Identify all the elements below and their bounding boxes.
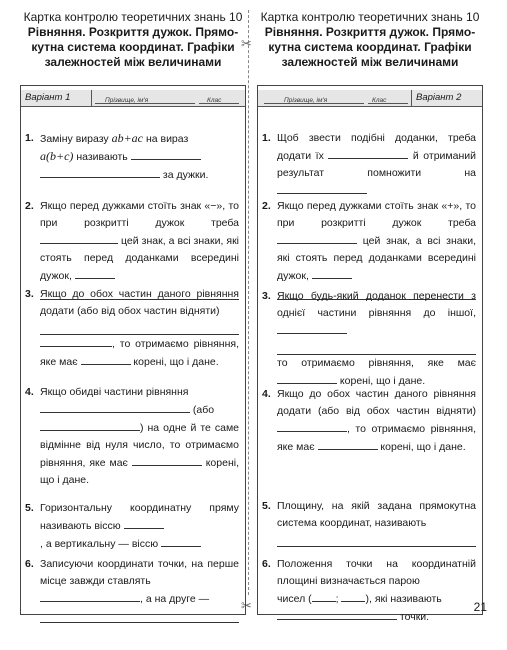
topic-line-1: Рівняння. Розкриття дужок. Прямо- xyxy=(264,25,476,39)
class-label: Клас xyxy=(372,97,387,104)
answer-blank[interactable] xyxy=(124,517,164,529)
surname-label: Прізвище, ім'я xyxy=(105,97,149,104)
question-3: 3. Якщо до обох частин даного рівняння додати (або від обох частин відняти) , то отримаємо рівняння, яке має корені, що і дане. xyxy=(25,288,239,368)
topic-line-3: залежностей між величинами xyxy=(281,55,459,69)
variant-row xyxy=(21,90,245,107)
answer-line[interactable] xyxy=(40,320,239,335)
variant-2-card xyxy=(257,10,483,623)
variant-1-card xyxy=(20,10,246,605)
question-6: 6. Записуючи координати точки, на перше місце завжди ставлять , а на друге — xyxy=(25,556,239,623)
scissors-icon: ✂ xyxy=(241,36,252,51)
answer-blank[interactable] xyxy=(40,335,112,347)
topic-line-2: кутна система координат. Графіки xyxy=(268,40,472,54)
variant-label: Варіант 2 xyxy=(411,90,482,106)
question-1: 1. Щоб звести подібні доданки, треба додати їх й отриманий результат помножити на xyxy=(262,130,476,200)
answer-blank[interactable] xyxy=(131,148,201,160)
question-2: 2. Якщо перед дужками стоїть знак «−», то при розкритті дужок треба цей знак, а всі знаки, які стоять перед доданками всередині дужок, xyxy=(25,198,239,300)
question-3: 3. Якщо будь-який доданок перенести з однієї частини рівняння до іншої, то отримаємо рівняння, яке має корені, що і дане. xyxy=(262,290,476,387)
card-box xyxy=(20,85,246,615)
card-box xyxy=(257,85,483,623)
topic-line-2: кутна система координат. Графіки xyxy=(31,40,235,54)
answer-blank[interactable] xyxy=(277,182,367,194)
answer-line[interactable] xyxy=(277,340,476,355)
surname-label: Прізвище, ім'я xyxy=(284,97,328,104)
question-4: 4. Якщо обидві частини рівняння (або ) на одне й те саме відмінне від нуля число, то отримаємо рівняння, яке має корені, що і дане. xyxy=(25,386,239,486)
answer-blank[interactable] xyxy=(161,535,201,547)
answer-blank[interactable] xyxy=(277,608,397,620)
answer-blank[interactable] xyxy=(40,590,140,602)
question-5: 5. Горизонтальну координатну пряму називають віссю , а вертикальну — віссю xyxy=(25,502,239,550)
scissors-icon: ✂ xyxy=(241,598,252,613)
card-heading xyxy=(20,10,246,70)
answer-blank[interactable] xyxy=(40,232,118,244)
answer-blank[interactable] xyxy=(312,267,352,279)
answer-blank[interactable] xyxy=(40,419,140,431)
topic-line-1: Рівняння. Розкриття дужок. Прямо- xyxy=(27,25,239,39)
answer-line[interactable] xyxy=(40,608,239,623)
question-4: 4. Якщо до обох частин даного рівняння додати (або від обох частин відняти) , то отримаємо рівняння, яке має корені, що і дане. xyxy=(262,388,476,453)
answer-blank[interactable] xyxy=(328,147,408,159)
question-1: 1. Заміну виразу ab+ac на вираз a(b+c) називають за дужки. xyxy=(25,131,209,181)
card-title: Картка контролю теоретичних знань 10 xyxy=(260,10,480,24)
page-number: 21 xyxy=(473,600,487,614)
answer-blank[interactable] xyxy=(277,420,347,432)
answer-blank[interactable] xyxy=(132,454,202,466)
answer-blank[interactable] xyxy=(318,438,378,450)
answer-blank[interactable] xyxy=(277,372,337,384)
answer-blank[interactable] xyxy=(75,267,115,279)
answer-blank[interactable] xyxy=(40,166,160,178)
answer-blank[interactable] xyxy=(81,353,131,365)
topic-line-3: залежностей між величинами xyxy=(44,55,222,69)
coordinate-y-blank[interactable] xyxy=(341,590,365,602)
class-label: Клас xyxy=(207,97,222,104)
answer-blank[interactable] xyxy=(40,401,190,413)
coordinate-x-blank[interactable] xyxy=(312,590,336,602)
question-5: 5. Площину, на якій задана прямокутна система координат, називають xyxy=(262,498,476,547)
card-heading xyxy=(257,10,483,70)
question-2: 2. Якщо перед дужками стоїть знак «+», то при розкритті дужок треба цей знак, а всі знаки, які стоять перед доданками всередині дужок, xyxy=(262,198,476,300)
cut-line xyxy=(248,10,249,595)
answer-line[interactable] xyxy=(277,532,476,547)
answer-blank[interactable] xyxy=(277,232,357,244)
card-title: Картка контролю теоретичних знань 10 xyxy=(23,10,243,24)
question-6: 6. Положення точки на координатній площині визначається парою чисел ( ; ), які називають точки. xyxy=(262,558,476,623)
answer-blank[interactable] xyxy=(277,322,347,334)
variant-row xyxy=(258,90,482,107)
variant-label: Варіант 1 xyxy=(21,90,92,106)
